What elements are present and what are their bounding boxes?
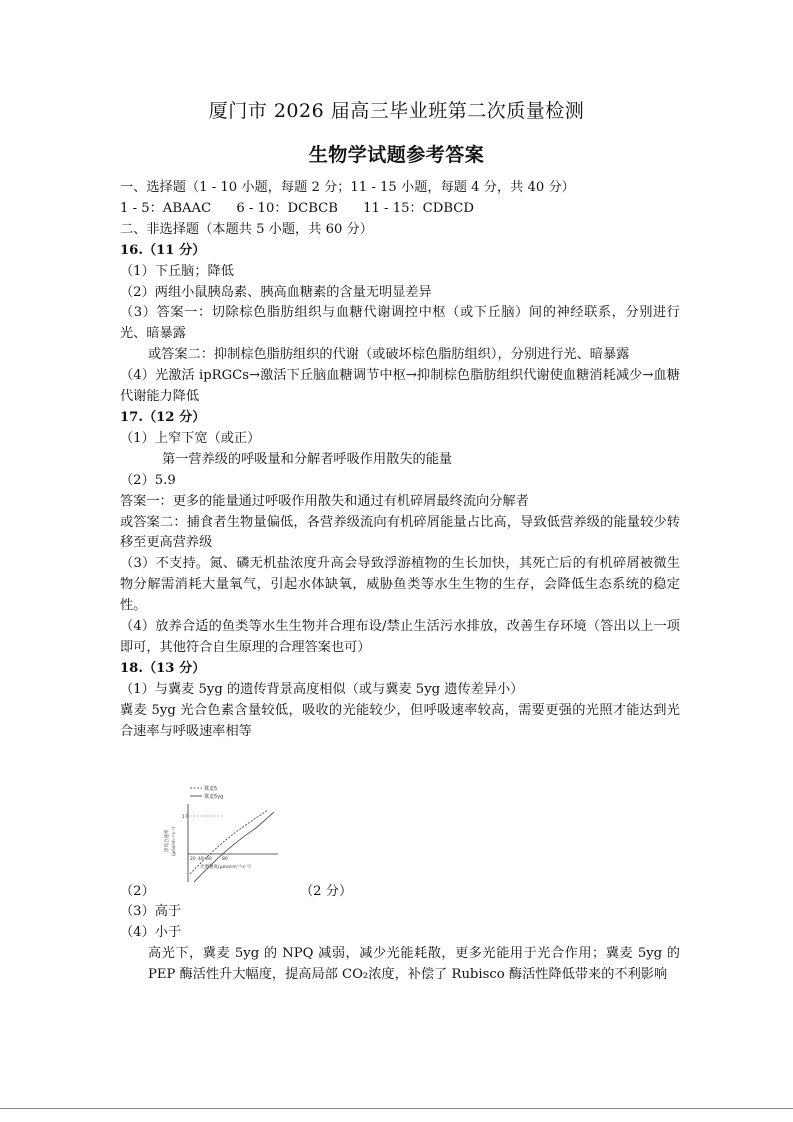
q18-answer-1b: 冀麦 5yg 光合色素含量较低，吸收的光能较少，但呼吸速率较高，需要更强的光照才能达到光合速率与呼吸速率相等	[120, 702, 680, 739]
x-tick-60: 60	[206, 857, 212, 863]
q16-title: 16.（11 分）	[120, 242, 206, 258]
q17-title: 17.（12 分）	[120, 409, 206, 425]
q18-title: 18.（13 分）	[120, 660, 206, 676]
q18-answer-2-label: （2）	[120, 883, 155, 899]
q17-answer-4: （4）放养合适的鱼类等水生生物并合理布设/禁止生活污水排放，改善生存环境（答出以上一项即可，其他符合自生原理的合理答案也可）	[120, 619, 680, 655]
q16-answer-3: （3）答案一：切除棕色脂肪组织与血糖代谢调控中枢（或下丘脑）间的神经联系，分别进行光、暗暴露	[120, 305, 680, 342]
legend-label-1: 冀麦5	[204, 786, 218, 793]
q17-answer-1b: 第一营养级的呼吸量和分解者呼吸作用散失的能量	[162, 451, 453, 467]
legend-label-2: 冀麦5yg	[204, 794, 224, 801]
q17-answer-2-option2: 或答案二：捕食者生物量偏低，各营养级流向有机碎屑能量占比高，导致低营养级的能量较少转移至更高营养级	[120, 514, 680, 551]
x-tick-80: 80	[222, 857, 228, 863]
photosynthesis-graph	[160, 782, 290, 887]
answers-6-10: 6 - 10：DCBCB	[236, 200, 338, 216]
q17-answer-2: （2）5.9	[120, 472, 176, 488]
x-tick-40: 40	[198, 857, 204, 863]
q16-answer-2: （2）两组小鼠胰岛素、胰高血糖素的含量无明显差异	[120, 284, 432, 300]
q17-answer-3: （3）不支持。氮、磷无机盐浓度升高会导致浮游植物的生长加快，其死亡后的有机碎屑被微生物分解需消耗大量氧气，引起水体缺氧，威胁鱼类等水生生物的生存，会降低生态系统的稳定性。	[120, 556, 680, 614]
q18-answer-4: （4）小于	[120, 925, 182, 941]
q18-answer-3: （3）高于	[120, 904, 182, 920]
page-bottom-rule	[0, 1108, 793, 1109]
choice-answers	[120, 199, 680, 220]
y-tick-top: 17	[182, 815, 188, 821]
x-tick-20: 20	[190, 857, 196, 863]
answers-11-15: 11 - 15：CDBCD	[363, 200, 474, 216]
q18-answer-1: （1）与冀麦 5yg 的遗传背景高度相似（或与冀麦 5yg 遗传差异小）	[120, 681, 524, 697]
section2-heading: 二、非选择题（本题共 5 小题，共 60 分）	[120, 221, 373, 237]
q18-answer-4b: 高光下，冀麦 5yg 的 NPQ 减弱，减少光能耗散，更多光能用于光合作用；冀麦 5yg 的 PEP 酶活性升大幅度，提高局部 CO₂浓度，补偿了 Rubisco 酶活性降低带来的不利影响	[148, 946, 680, 983]
q16-answer-3-alt: 或答案二：抑制棕色脂肪组织的代谢（或破坏棕色脂肪组织），分别进行光、暗暴露	[148, 347, 630, 363]
curve-jimai5yg	[194, 812, 274, 882]
q18-answer-2-score: （2 分）	[300, 883, 353, 899]
answer-content	[120, 178, 680, 986]
x-axis-label: 光照强度(μmol·m⁻²·s⁻¹)	[200, 865, 251, 871]
answers-1-5: 1 - 5：ABAAC	[120, 200, 212, 216]
q16-answer-4: （4）光激活 ipRGCs→激活下丘脑血糖调节中枢→抑制棕色脂肪组织代谢使血糖消耗减少→血糖代谢能力降低	[120, 368, 680, 405]
y-axis-unit: (μmol·m⁻²·s⁻¹)	[171, 827, 176, 857]
page-title: 厦门市 2026 届高三毕业班第二次质量检测	[208, 100, 585, 122]
q17-answer-2-option1: 答案一：更多的能量通过呼吸作用散失和通过有机碎屑最终流向分解者	[120, 493, 529, 509]
page-subtitle: 生物学试题参考答案	[308, 144, 485, 166]
y-axis-label: 净光合速率	[165, 829, 170, 853]
section1-heading: 一、选择题（1 - 10 小题，每题 2 分；11 - 15 小题，每题 4 分，共 40 分）	[120, 180, 575, 195]
q18-figure-row	[120, 782, 680, 902]
q16-answer-1: （1）下丘脑；降低	[120, 263, 234, 279]
q17-answer-1: （1）上窄下宽（或正）	[120, 430, 261, 446]
